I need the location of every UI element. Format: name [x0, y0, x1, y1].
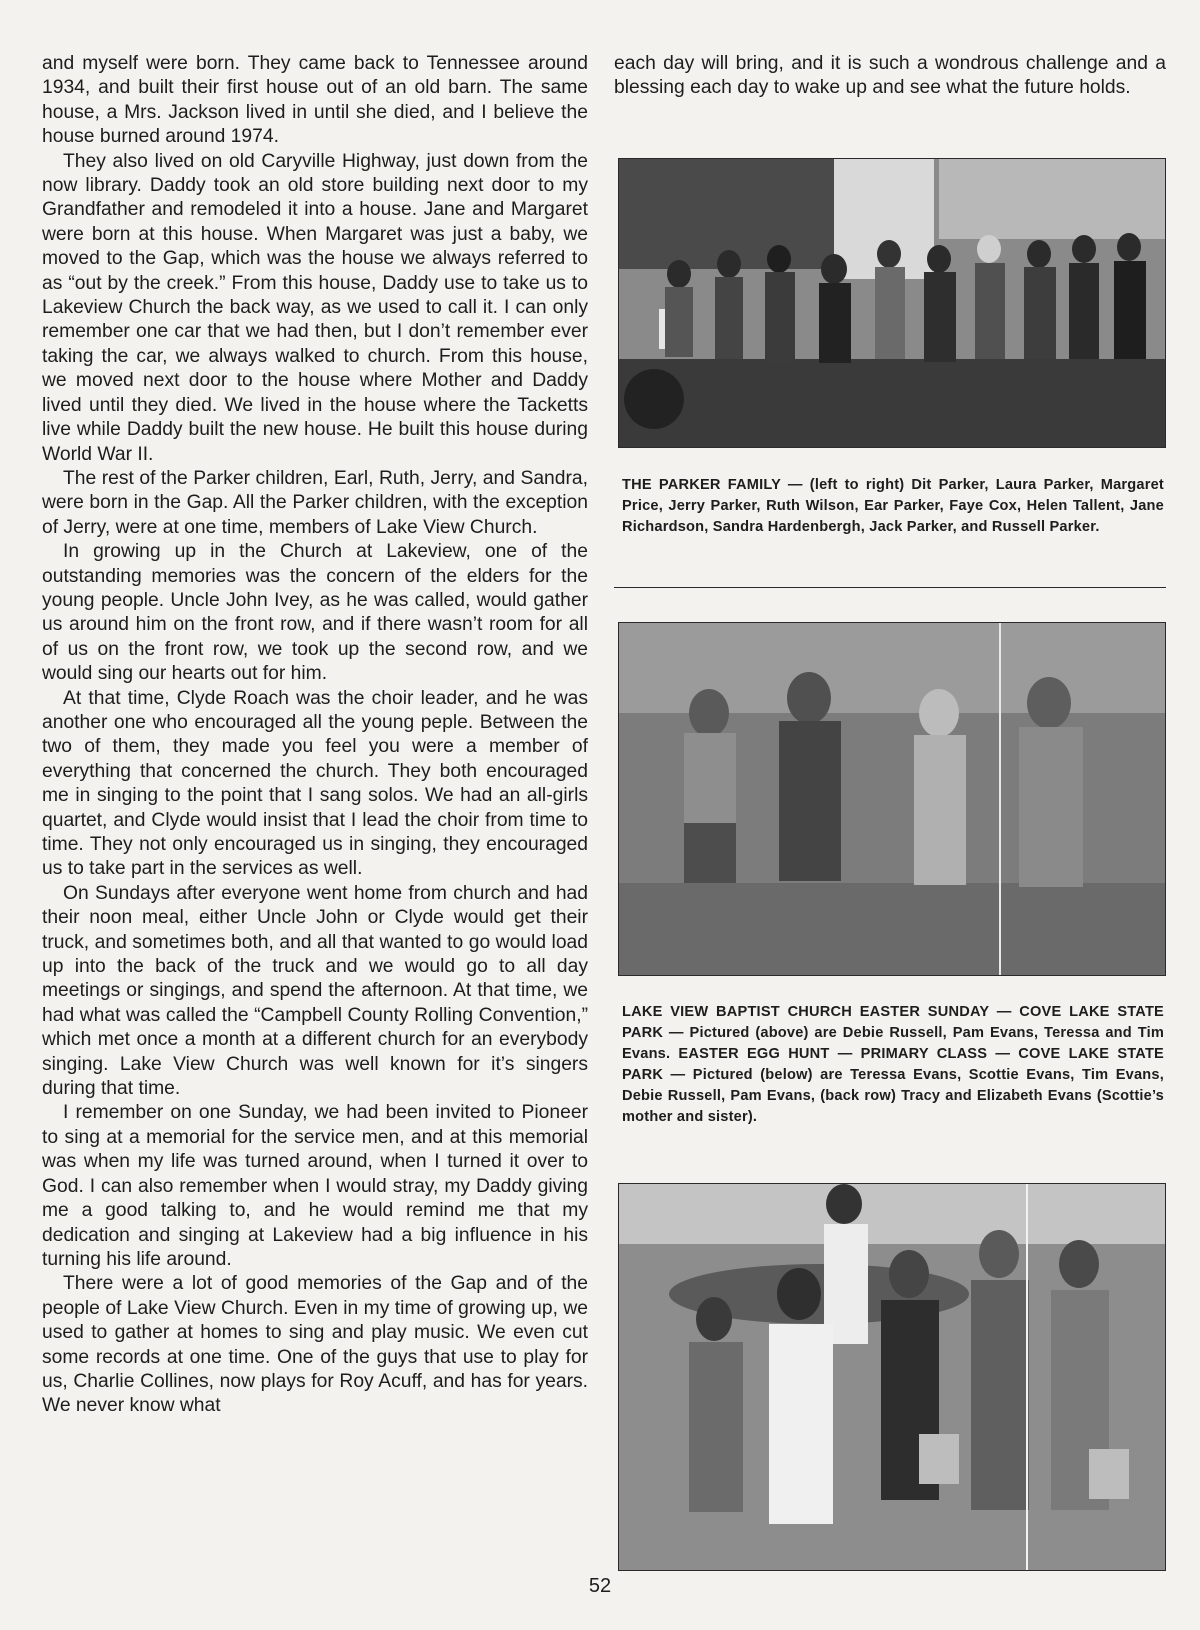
- easter-egg-hunt-photo: [618, 1183, 1166, 1571]
- paragraph: I remember on one Sunday, we had been invited to Pioneer to sing at a memorial for the service men, and at this memorial was when my life was turned around, when I turned it over to God. I can also remember when I would stray, my Daddy giving me a good talking to, and he would remind me that my dedication and singing at Lakeview had a big influence in his turning his life around.: [42, 1102, 588, 1270]
- paragraph: The rest of the Parker children, Earl, Ruth, Jerry, and Sandra, were born in the Gap. All the Parker children, with the exception of Jerry, were at one time, members of Lake View Church.: [42, 467, 588, 538]
- paragraph: and myself were born. They came back to Tennessee around 1934, and built their first house out of an old barn. The same house, a Mrs. Jackson lived in until she died, and I believe the house burned around 1974.: [42, 53, 588, 148]
- easter-sunday-photo: [618, 622, 1166, 976]
- photo-caption: THE PARKER FAMILY — (left to right) Dit Parker, Laura Parker, Margaret Price, Jerry Parker, Ruth Wilson, Ear Parker, Faye Cox, Helen Tallent, Jane Richardson, Sandra Hardenbergh, Jack Parker, and Russell Parker.: [622, 477, 1164, 535]
- divider: [614, 587, 1166, 588]
- left-text-column: [42, 52, 588, 1419]
- page-number: 52: [588, 1575, 612, 1597]
- paragraph: In growing up in the Church at Lakeview, one of the outstanding memories was the concern of the elders for the young people. Uncle John Ivey, as he was called, would gather us around him on the front row, and if there wasn’t room for all of us on the front row, we took up the second row, and we would sing our hearts out for him.: [42, 541, 588, 685]
- paragraph: There were a lot of good memories of the Gap and of the people of Lake View Church. Even in my time of growing up, we used to gather at homes to sing and play music. We even cut some records at one time. One of the guys that use to play for us, Charlie Collines, now plays for Roy Acuff, and has for years. We never know what: [42, 1273, 588, 1417]
- paragraph: They also lived on old Caryville Highway, just down from the now library. Daddy took an old store building next door to my Grandfather and remodeled it into a house. Jane and Margaret were born at this house. When Margaret was just a baby, we moved to the Gap, which was the house we always referred to as “out by the creek.” From this house, Daddy use to take us to Lakeview Church the back way, as we used to call it. I can only remember one car that we had then, but I don’t remember ever taking the car, we always walked to church. From this house, we moved next door to the house where Mother and Daddy lived until they died. We lived in the house where the Tacketts live while Daddy built the new house. He built this house during World War II.: [42, 150, 588, 465]
- paragraph: On Sundays after everyone went home from church and had their noon meal, either Uncle John or Clyde would get their truck, and sometimes both, and all that wanted to go would load up into the back of the truck and we would go to all day meetings or singings, and spend the afternoon. At that time, we had what was called the “Campbell County Rolling Convention,” which met once a month at a different church for an everybody singing. Lake View Church was well known for it’s singers during that time.: [42, 882, 588, 1100]
- photo-caption: LAKE VIEW BAPTIST CHURCH EASTER SUNDAY — COVE LAKE STATE PARK — Pictured (above) are Debie Russell, Pam Evans, Teressa and Tim Evans. EASTER EGG HUNT — PRIMARY CLASS — COVE LAKE STATE PARK — Pictured (below) are Teressa Evans, Scottie Evans, Tim Evans, Debie Russell, Pam Evans, (back row) Tracy and Elizabeth Evans (Scottie’s mother and sister).: [622, 1004, 1164, 1125]
- paragraph: At that time, Clyde Roach was the choir leader, and he was another one who encouraged all the young peple. Between the two of them, they made you feel you were a member of everything that concerned the church. They both encouraged me in singing to the point that I sang solos. We had an all-girls quartet, and Clyde would insist that I lead the choir from time to time. They not only encouraged us in singing, they encouraged us to take part in the services as well.: [42, 687, 588, 880]
- right-text-column: [614, 52, 1166, 101]
- parker-family-photo: [618, 158, 1166, 448]
- paragraph: each day will bring, and it is such a wondrous challenge and a blessing each day to wake up and see what the future holds.: [614, 53, 1166, 99]
